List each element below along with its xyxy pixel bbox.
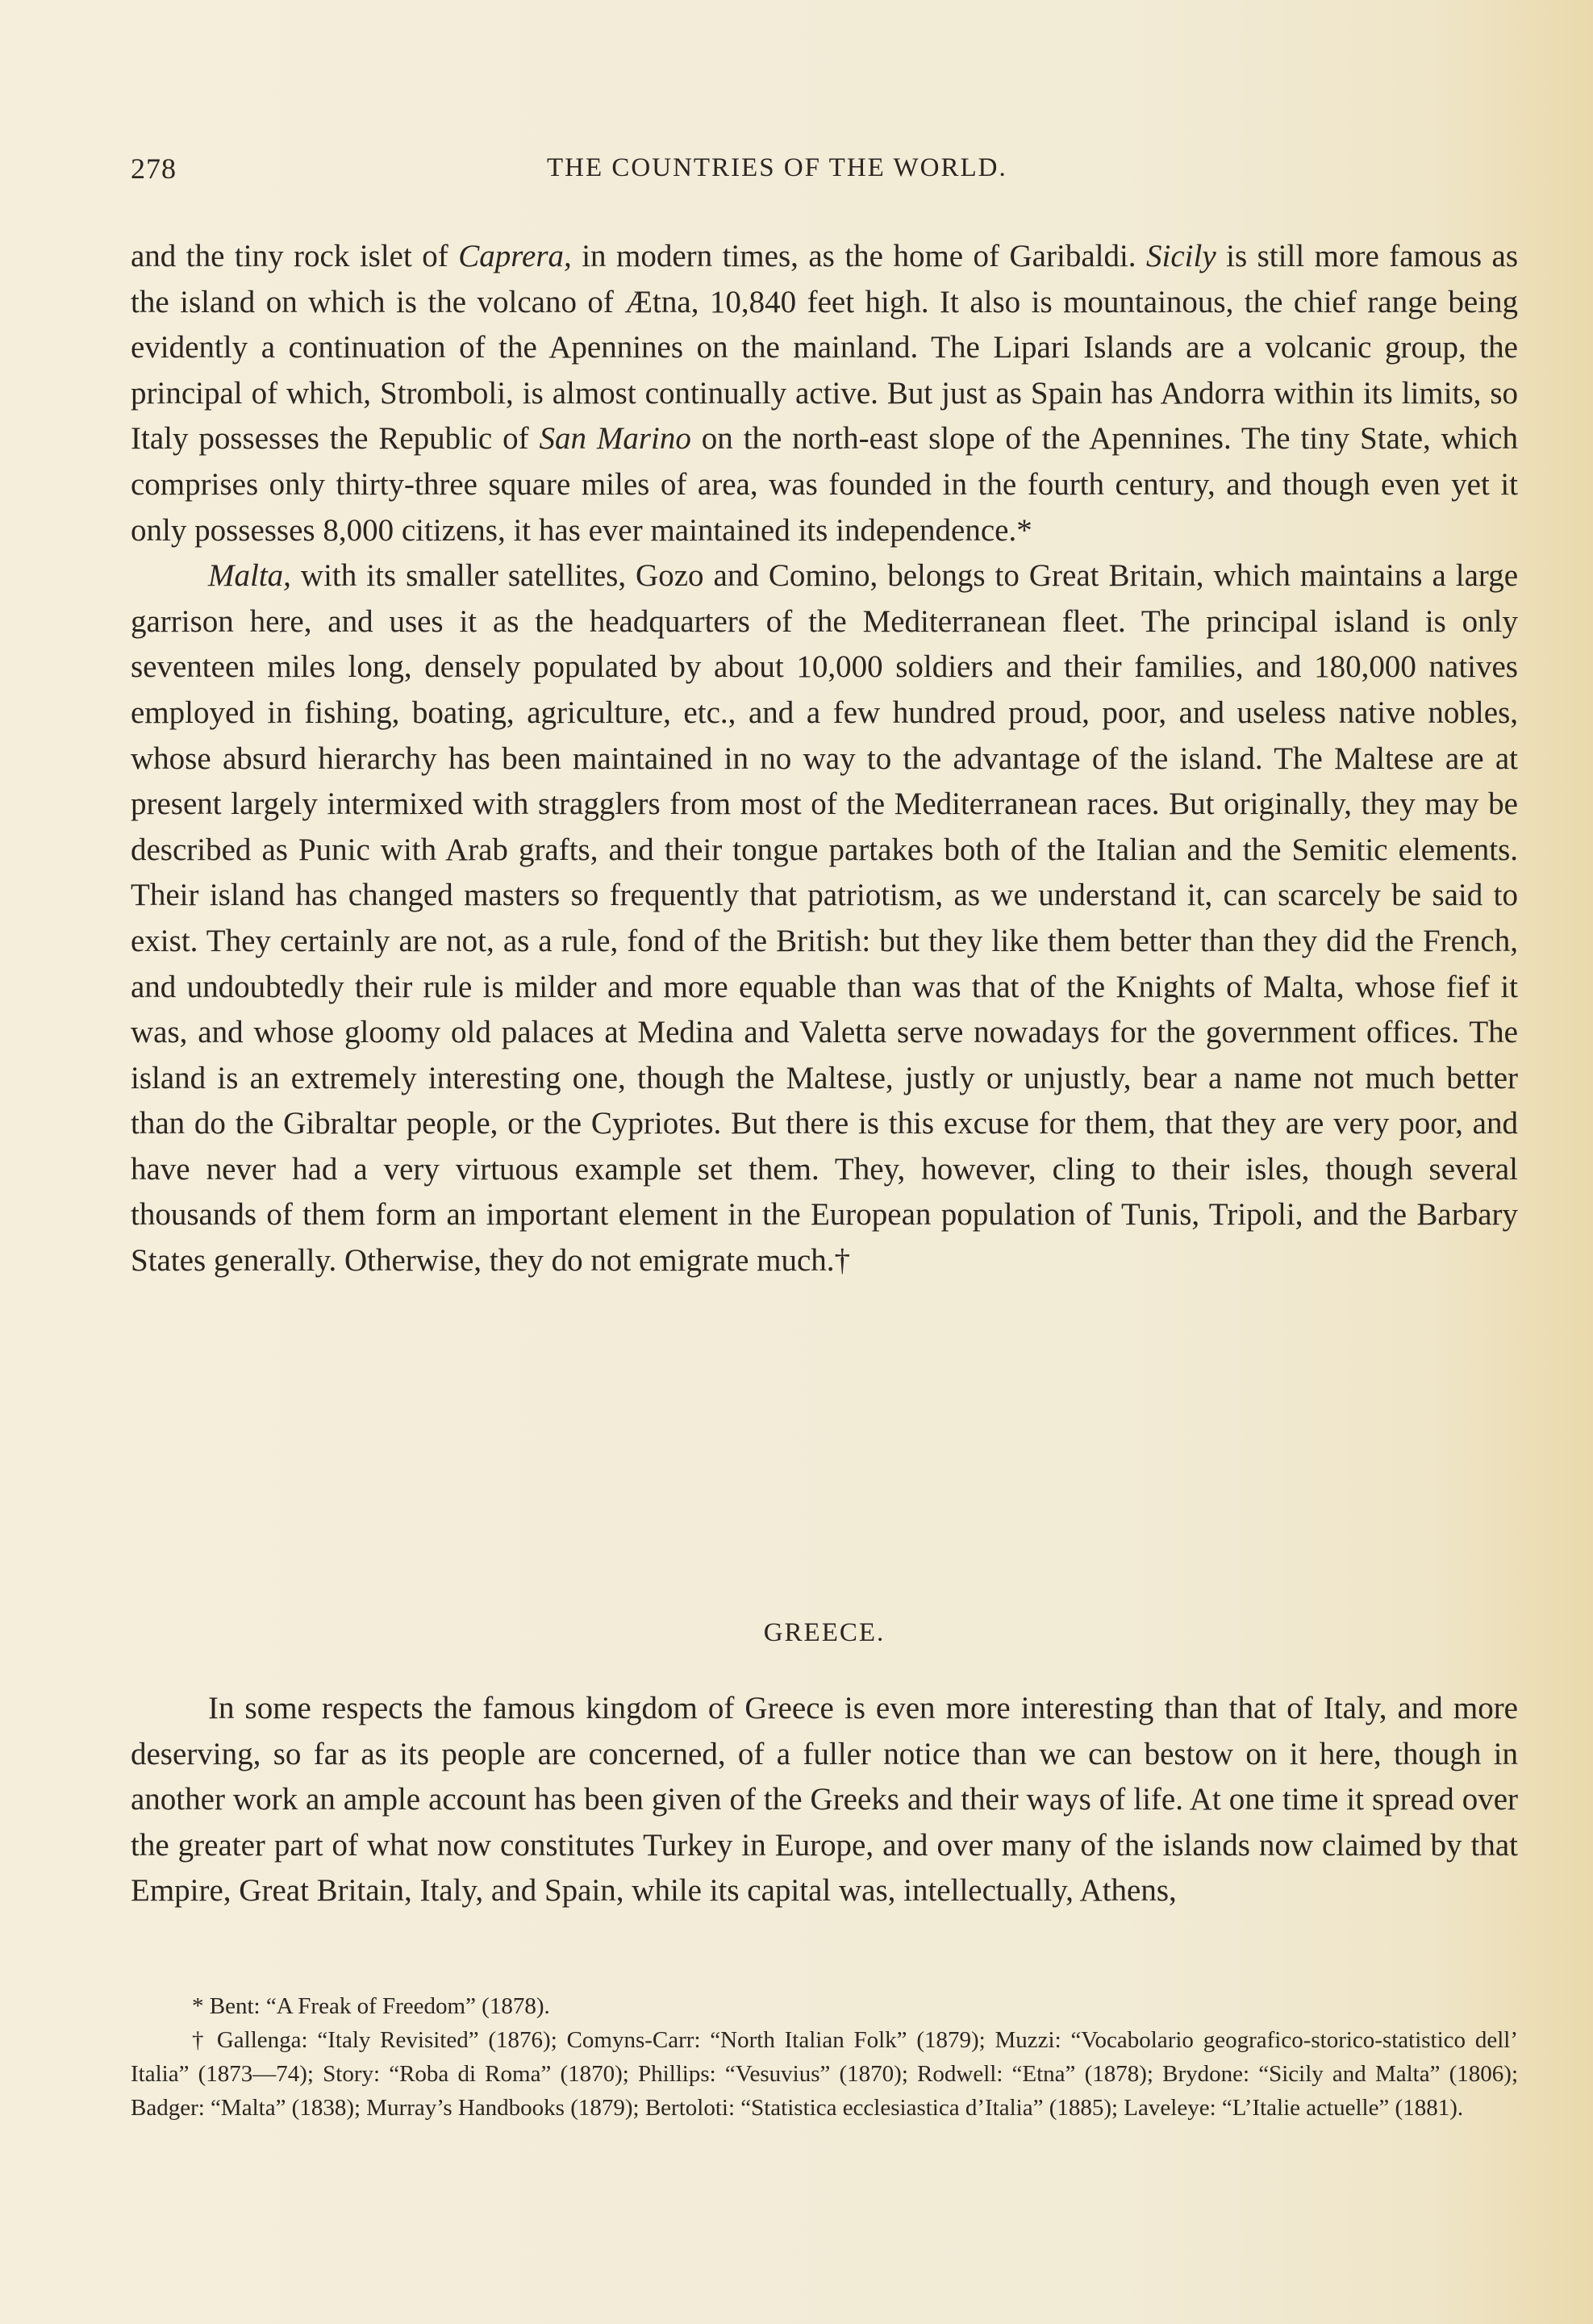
page-number: 278 <box>131 152 177 185</box>
paragraph-text: is still more famous as the island on which is the volcano of Ætna, 10,840 feet high. It also is mountainous, the chief range being evidently a continuation of the Apennines on the mainland. The Lipari Islands are a volcanic group, the principal of which, Stromboli, is almost continually active. But just as Spain has Andorra within its limits, so Italy possesses the Republic of <box>131 239 1519 457</box>
footnote: † Gallenga: “Italy Revisited” (1876); Comyns-Carr: “North Italian Folk” (1879); Muzzi: “Vocabolario geografico-storico-statistico dell’ Italia” (1873—74); Story: “Roba di Roma” (1870); Phillips: “Vesuvius” (1870); Rodwell: “Etna” (1878); Brydone: “Sicily and Malta” (1806); Badger: “Malta” (1838); Murray’s Handbooks (1879); Bertoloti: “Statistica ecclesiastica d’Italia” (1885); Laveleye: “L’Italie actuelle” (1881). <box>131 2027 1518 2121</box>
paragraph-text: with its smaller satellites, Gozo and Comino, belongs to Great Britain, which maintains a large garrison here, and uses it as the headquarters of the Mediterranean fleet. The principal island is only seventeen miles long, densely populated by about 10,000 soldiers and their families, and 180,000 natives employed in fishing, boating, agriculture, etc., and a few hundred proud, poor, and useless native nobles, whose absurd hierarchy has been maintained in no way to the advantage of the island. The Maltese are at present largely intermixed with stragglers from most of the Mediterranean races. But originally, they may be described as Punic with Arab grafts, and their tongue partakes both of the Italian and the Semitic elements. Their island has changed masters so frequently that patriotism, as we understand it, can scarcely be said to exist. They certainly are not, as a rule, fond of the British: but they like them better than they did the French, and undoubtedly their rule is milder and more equable than was that of the Knights of Malta, whose fief it was, and whose gloomy old palaces at Medina and Valetta serve nowadays for the government offices. The island is an extremely interesting one, though the Maltese, justly or unjustly, bear a name not much better than do the Gibraltar people, or the Cypriotes. But there is this excuse for them, that they are very poor, and have never had a very virtuous example set them. They, however, cling to their isles, though several thousands of them form an important element in the European population of Tunis, Tripoli, and the Barbary States generally. Otherwise, they do not emigrate much.† <box>131 558 1518 1279</box>
italic-place-name: San Marino <box>539 421 691 457</box>
footnote: * Bent: “A Freak of Freedom” (1878). <box>192 1993 550 2019</box>
paragraph-greece <box>131 1686 1518 1914</box>
paragraph-malta <box>131 553 1518 1284</box>
paragraph-text: in modern times, as the home of Garibaldi. <box>571 239 1147 273</box>
footnotes <box>131 1989 1518 2125</box>
paragraph-text: on the north-east slope of the Apennines. The tiny State, which comprises only thirty-three square miles of area, was founded in the fourth century, and though even yet it only possesses 8,000 citizens, it has ever maintained its independence.* <box>131 421 1518 548</box>
section-heading: GREECE. <box>763 1618 886 1647</box>
italic-place-name: Sicily <box>1146 239 1216 273</box>
italic-place-name: Malta, <box>208 558 291 594</box>
paragraph-text: and the tiny rock islet of <box>131 239 459 273</box>
paragraph-text: In some respects the famous kingdom of Greece is even more interesting than that of Italy, and more deserving, so far as its people are concerned, of a fuller notice than we can bestow on it here, though in another work an ample account has been given of the Greeks and their ways of life. At one time it spread over the greater part of what now constitutes Turkey in Europe, and over many of the islands now claimed by that Empire, Great Britain, Italy, and Spain, while its capital was, intellectually, Athens, <box>131 1691 1518 1909</box>
main-text <box>131 234 1518 1284</box>
paragraph-italy-islands <box>131 234 1518 553</box>
italic-place-name: Caprera, <box>458 239 572 273</box>
page-header <box>131 152 1518 192</box>
running-title: THE COUNTRIES OF THE WORLD. <box>547 153 1007 182</box>
